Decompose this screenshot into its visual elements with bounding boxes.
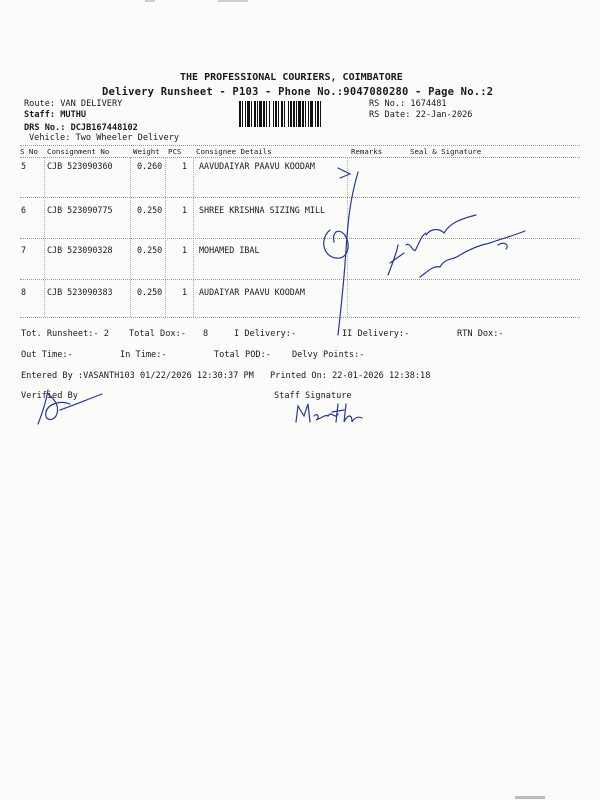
total-dox-label: Total Dox:-: [129, 329, 186, 339]
ii-delivery: II Delivery:-: [342, 329, 410, 339]
verifier-signature: [30, 384, 110, 429]
row-weight: 0.250: [137, 287, 163, 297]
verified-by-label: Verified By: [21, 391, 78, 401]
col-header-consignment: Consignment No: [47, 147, 110, 156]
rs-number: RS No.: 1674481: [369, 99, 447, 109]
row-consignment: CJB 523090775: [47, 205, 113, 215]
column-separator: [44, 157, 45, 317]
row-weight: 0.250: [137, 245, 163, 255]
col-header-seal: Seal & Signature: [410, 147, 482, 156]
row-rule: [20, 197, 580, 198]
column-separator: [130, 157, 131, 317]
col-header-weight: Weight: [133, 147, 160, 156]
vehicle-label: Vehicle: Two Wheeler Delivery: [29, 133, 180, 143]
runsheet-title: Delivery Runsheet - P103 - Phone No.:9047080280 - Page No.:2: [102, 86, 494, 98]
col-header-consignee: Consignee Details: [196, 147, 272, 156]
out-time: Out Time:-: [21, 350, 73, 360]
column-separator: [165, 157, 166, 317]
row-consignment: CJB 523090328: [47, 245, 113, 255]
column-separator: [193, 157, 194, 317]
drs-label: DRS No.: DCJB167448102: [24, 123, 138, 133]
row-sno: 8: [21, 287, 27, 297]
row-pcs: 1: [182, 161, 188, 171]
row-consignee: SHREE KRISHNA SIZING MILL: [199, 205, 326, 215]
total-pod: Total POD:-: [214, 350, 271, 360]
table-bottom-rule: [20, 317, 580, 318]
row-consignment: CJB 523090360: [47, 161, 113, 171]
printed-on: Printed On: 22-01-2026 12:38:18: [270, 371, 431, 381]
row-sno: 6: [21, 205, 27, 215]
row-consignee: AUDAIYAR PAAVU KOODAM: [199, 287, 305, 297]
delvy-points: Delvy Points:-: [292, 350, 365, 360]
staff-signature: [292, 398, 372, 428]
row-pcs: 1: [182, 287, 188, 297]
row-consignee: MOHAMED IBAL: [199, 245, 260, 255]
col-header-sno: S No: [20, 147, 38, 156]
scan-edge-mark: [218, 0, 248, 2]
i-delivery: I Delivery:-: [234, 329, 297, 339]
route-label: Route: VAN DELIVERY: [24, 99, 123, 109]
header-bottom-rule: [20, 157, 580, 158]
row-consignee: AAVUDAIYAR PAAVU KOODAM: [199, 161, 315, 171]
row-pcs: 1: [182, 205, 188, 215]
rtn-dox: RTN Dox:-: [457, 329, 504, 339]
row-sno: 5: [21, 161, 27, 171]
tot-runsheet: Tot. Runsheet:- 2: [21, 329, 109, 339]
barcode-image: [239, 101, 367, 127]
row-pcs: 1: [182, 245, 188, 255]
scan-edge-mark: [145, 0, 155, 2]
staff-signature-label: Staff Signature: [274, 391, 352, 401]
staff-label: Staff: MUTHU: [24, 110, 87, 120]
company-title: THE PROFESSIONAL COURIERS, COIMBATORE: [180, 72, 403, 83]
in-time: In Time:-: [120, 350, 167, 360]
col-header-pcs: PCS: [168, 147, 182, 156]
handwritten-scribble: [310, 160, 380, 340]
col-header-remarks: Remarks: [351, 147, 383, 156]
scan-edge-mark: [515, 796, 545, 799]
row-weight: 0.260: [137, 161, 163, 171]
rs-date: RS Date: 22-Jan-2026: [369, 110, 473, 120]
row-sno: 7: [21, 245, 27, 255]
row-consignment: CJB 523090383: [47, 287, 113, 297]
entered-by: Entered By :VASANTH103 01/22/2026 12:30:37 PM: [21, 371, 254, 381]
row-weight: 0.250: [137, 205, 163, 215]
receiver-signature: [380, 205, 550, 285]
table-top-rule: [20, 145, 580, 146]
total-dox-value: 8: [203, 329, 209, 339]
